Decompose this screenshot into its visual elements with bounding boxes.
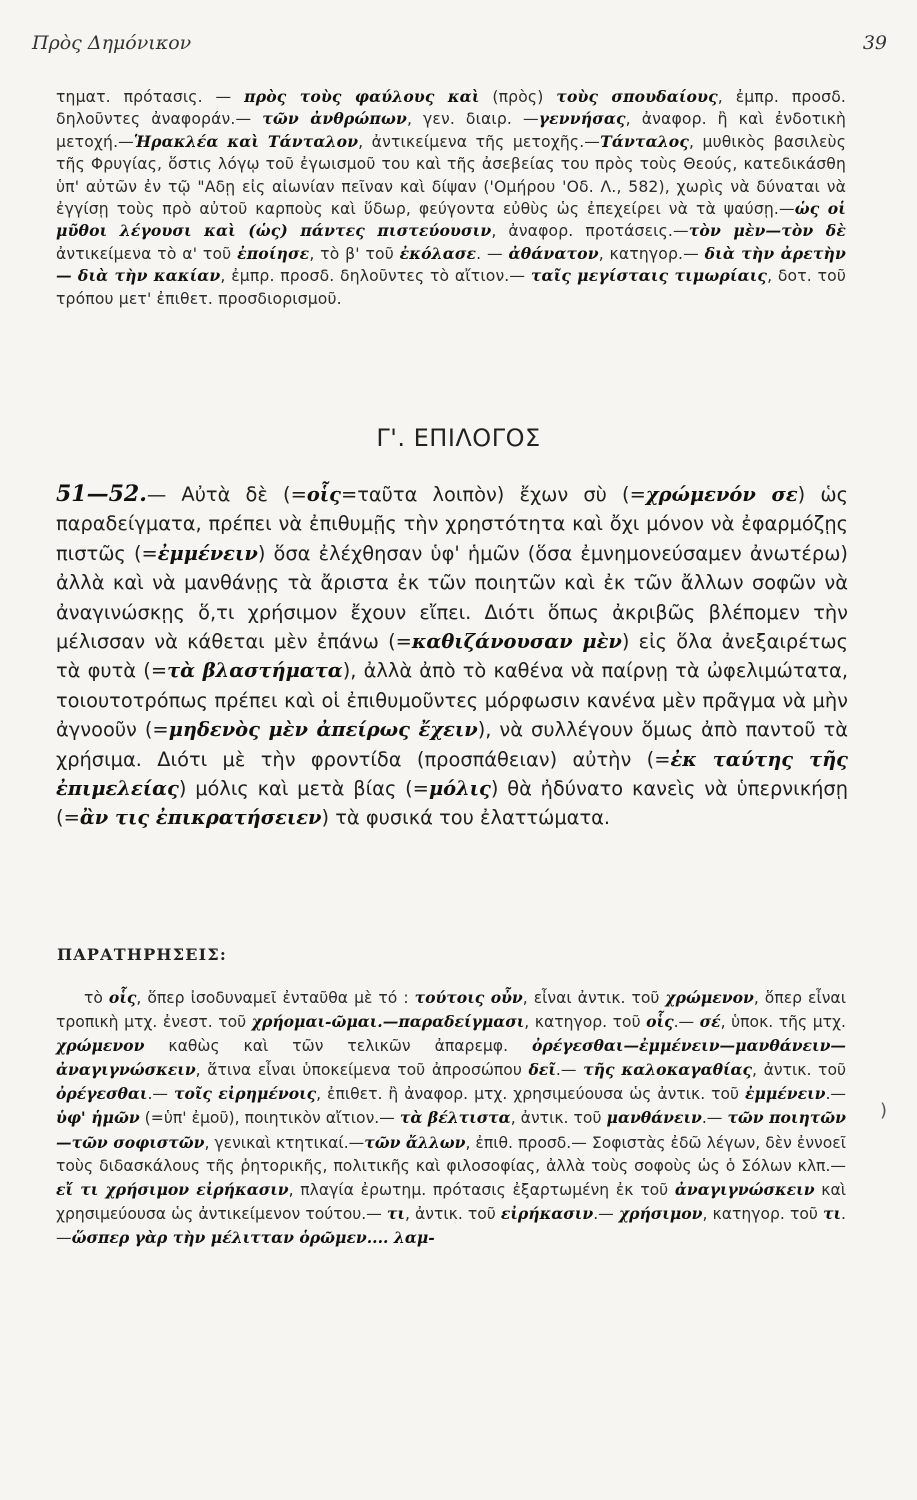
margin-mark: ) [880, 1100, 888, 1121]
text-run: , ἀντικείμενα τῆς μετοχῆς.— [358, 132, 601, 151]
text-run: , κατηγορ. τοῦ [524, 1013, 647, 1032]
text-run: .— [147, 1085, 174, 1104]
text-run: .— [673, 1013, 700, 1032]
text-run: (πρὸς) [479, 88, 557, 106]
text-run: , ἀναφορ. ἢ καὶ ἐνδοτικὴ μετοχή.— [56, 110, 846, 151]
keyword: μηδενὸς μὲν ἀπείρως ἔχειν [168, 718, 478, 742]
text-run: , ὑποκ. τῆς μτχ. [720, 1013, 846, 1032]
keyword: τοῖς εἰρημένοις [173, 1084, 317, 1104]
keyword: ἀθάνατον [508, 243, 599, 263]
text-run: , γεν. διαιρ. — [406, 110, 539, 129]
text-run: .— [555, 1061, 584, 1080]
keyword: γεννήσας [538, 109, 626, 129]
keyword: μόλις [428, 777, 491, 801]
remarks-heading: ΠΑΡΑΤΗΡΗΣΕΙΣ: [57, 945, 227, 964]
text-run: τὸ [84, 989, 109, 1007]
keyword: οἷς [306, 483, 341, 506]
text-run: ) ὡς παραδείγματα, πρέπει νὰ ἐπιθυμῇς τὴν χρηστότητα καὶ ὄχι μόνον νὰ ἐφαρμόζῃς πιστῶς (= [56, 483, 848, 565]
keyword: μανθάνειν [606, 1108, 702, 1128]
text-run: — Αὐτὰ δὲ (= [146, 483, 307, 506]
text-run: , πλαγία ἐρωτημ. πρότασις ἐξαρτωμένη ἐκ τοῦ [288, 1180, 675, 1199]
keyword: ταῖς μεγίσταις τιμωρίαις [530, 266, 768, 286]
keyword: τῶν ἀνθρώπων [262, 109, 407, 129]
keyword: ἐμμένειν [744, 1084, 826, 1104]
text-run: ), ἀλλὰ ἀπὸ τὸ καθένα νὰ παίρνῃ τὰ ὠφελιμώτατα, τοιουτοτρόπως πρέπει καὶ οἱ ἐπιθυμοῦντες μόρφωσιν κανένα μὲν πρᾶγμα νὰ μὴν ἀγνοοῦν (= [56, 659, 848, 742]
keyword: τῆς καλοκαγαθίας [583, 1060, 753, 1080]
keyword: χρώμενόν σε [645, 483, 798, 506]
keyword: οἷς [108, 988, 137, 1007]
text-run: , ὅπερ ἰσοδυναμεῖ ἐνταῦθα μὲ τό : [136, 989, 415, 1007]
text-run: , κατηγορ.— [598, 244, 705, 263]
remarks-text [56, 986, 846, 1250]
keyword: ἐμμένειν [157, 541, 258, 565]
text-run: .— [701, 1109, 728, 1128]
text-run: , δοτ. τοῦ τρόπου μετ' ἐπιθετ. προσδιορισμοῦ. [56, 267, 846, 308]
notes-text [56, 86, 846, 310]
text-run: =ταῦτα λοιπὸν) ἔχων σὺ (= [340, 483, 646, 506]
text-run: , τὸ β' τοῦ [309, 244, 400, 263]
keyword: ἂν τις ἐπικρατήσειεν [79, 806, 322, 830]
text-run: .— [825, 1085, 846, 1104]
keyword: οἷς [646, 1012, 674, 1032]
text-run: , ἀντικ. τοῦ [510, 1109, 607, 1128]
page-number: 39 [862, 32, 887, 54]
text-run: , μυθικὸς βασιλεὺς τῆς Φρυγίας, ὅστις λόγῳ τοῦ ἐγωισμοῦ του καὶ τῆς ἀσεβείας του πρὸς τοὺς Θεούς, κατεδικάσθη ὑπ' αὐτῶν ἐν τῷ "Αδῃ εἰς αἰωνίαν πεῖναν καὶ δίψαν ('Ομήρου 'Οδ. Λ., 582), χωρὶς νὰ δύναται νὰ ἐγγίσῃ τοὺς πρὸ αὐτοῦ καρποὺς καὶ ὕδωρ, φεύγοντα εὐθὺς ὡς ἐπεχείρει νὰ τὰ ψαύσῃ.— [56, 132, 846, 219]
text-run: .— [593, 1204, 619, 1223]
keyword: πρὸς τοὺς φαύλους καὶ [244, 87, 480, 106]
section-number: 51—52. [56, 481, 147, 507]
text-run: (=ὑπ' ἐμοῦ), ποιητικὸν αἴτιον.— [139, 1109, 400, 1128]
text-run: , ἀντικ. τοῦ [752, 1061, 847, 1080]
keyword: τὰ βέλτιστα [399, 1108, 511, 1128]
keyword: χρώμενον [56, 1036, 145, 1056]
text-run: ) θὰ ἠδύνατο κανεὶς νὰ ὑπερνικήσῃ (= [56, 777, 848, 830]
keyword: διὰ τὴν ἀρετὴν— διὰ τὴν κακίαν [56, 243, 846, 286]
keyword: τῶν ποιητῶν—τῶν σοφιστῶν [56, 1108, 846, 1152]
running-head [32, 32, 887, 60]
keyword: χρήομαι-ῶμαι.—παραδείγμασι [251, 1012, 525, 1032]
keyword: δεῖ [528, 1060, 556, 1080]
keyword: τι [823, 1203, 842, 1223]
text-run: , ἅτινα εἶναι ὑποκείμενα τοῦ ἀπροσώπου [195, 1061, 529, 1080]
text-run: ) ὅσα ἐλέχθησαν ὑφ' ἡμῶν (ὅσα ἐμνημονεύσαμεν ἀνωτέρω) ἀλλὰ καὶ νὰ μανθάνῃς τὰ ἄριστα ἐκ τῶν ποιητῶν καὶ ἐκ τῶν ἄλλων σοφῶν νὰ ἀναγινώσκῃς ὅ,τι χρήσιμον ἔχουν εἴπει. Διότι ὅπως ἀκριβῶς βλέπομεν τὴν μέλισσαν νὰ κάθεται μὲν ἐπάνω (= [56, 541, 848, 654]
keyword: τοὺς σπουδαίους [556, 87, 718, 106]
keyword: τούτοις οὖν [414, 988, 523, 1007]
keyword: ὥσπερ γὰρ τὴν μέλιτταν ὁρῶμεν.... λαμ- [71, 1227, 435, 1247]
text-run: , ὅπερ εἶναι τροπικὴ μτχ. ἐνεστ. τοῦ [56, 989, 846, 1032]
text-run: , γενικαὶ κτητικαί.— [204, 1133, 365, 1152]
keyword: εἰρήκασιν [500, 1203, 594, 1223]
text-run: καὶ χρησιμεύουσα ὡς ἀντικείμενον τούτου.— [56, 1180, 846, 1223]
keyword: ἀναγιγνώσκειν [674, 1179, 815, 1199]
keyword: ὡς οἱ μῦθοι λέγουσι καὶ (ὡς) πάντες πιστεύουσιν [56, 199, 846, 241]
text-run: , ἀντικ. τοῦ [404, 1204, 501, 1223]
keyword: τὸν μὲν—τὸν δὲ [688, 221, 846, 241]
text-run: , κατηγορ. τοῦ [702, 1204, 823, 1223]
keyword: ὀρέγεσθαι—ἐμμένειν—μανθάνειν—ἀναγιγνώσκειν [56, 1036, 846, 1080]
keyword: Τάνταλος [600, 131, 690, 151]
text-run: . — [476, 244, 509, 263]
keyword: ἐκ ταύτης τῆς ἐπιμελείας [56, 747, 848, 801]
remarks-paragraph [56, 986, 846, 1250]
keyword: σέ [699, 1012, 721, 1032]
keyword: ὑφ' ἡμῶν [56, 1108, 140, 1128]
keyword: χρώμενον [665, 988, 754, 1007]
keyword: ἐκόλασε [399, 243, 477, 263]
running-title: Πρὸς Δημόνικον [32, 32, 192, 54]
text-run: ) μόλις καὶ μετὰ βίας (= [178, 777, 429, 801]
text-run: , ἐπιθετ. ἢ ἀναφορ. μτχ. χρησιμεύουσα ὡς ἀντικ. τοῦ [316, 1085, 745, 1104]
text-run: τηματ. πρότασις. — [56, 88, 245, 106]
text-run: , ἐμπρ. προσδ. δηλοῦντες τὸ αἴτιον.— [220, 267, 531, 286]
text-run: ) τὰ φυσικά του ἐλαττώματα. [321, 806, 611, 830]
text-run: , ἐπιθ. προσδ.— Σοφιστὰς ἐδῶ λέγων, δὲν ἐννοεῖ τοὺς διδασκάλους τῆς ῥητορικῆς, πολιτικῆς καὶ φιλοσοφίας, ἀλλὰ τοὺς σοφοὺς ὡς ὁ Σόλων κλπ.— [56, 1133, 846, 1175]
text-run: ἀντικείμενα τὸ α' τοῦ [56, 244, 238, 263]
text-run: , εἶναι ἀντικ. τοῦ [522, 989, 666, 1007]
keyword: Ἡρακλέα καὶ Τάνταλον [133, 131, 359, 151]
keyword: εἴ τι χρήσιμον εἰρήκασιν [56, 1179, 289, 1199]
text-run: ) εἰς ὅλα ἀνεξαιρέτως τὰ φυτὰ (= [56, 630, 848, 683]
keyword: τὰ βλαστήματα [167, 659, 343, 683]
keyword: καθιζάνουσαν μὲν [411, 630, 622, 654]
text-run: καθὼς καὶ τῶν τελικῶν ἀπαρεμφ. [144, 1037, 532, 1056]
keyword: ὀρέγεσθαι [56, 1084, 148, 1104]
keyword: ἐποίησε [237, 243, 310, 263]
text-run: ), νὰ συλλέγουν ὅμως ἀπὸ παντοῦ τὰ χρήσιμα. Διότι μὲ τὴν φροντίδα (προσπάθειαν) αὐτὴν (= [56, 718, 849, 771]
text-run: , ἐμπρ. προσδ. δηλοῦντες ἀναφοράν.— [56, 88, 847, 129]
text-run: .— [56, 1204, 847, 1247]
keyword: τῶν ἄλλων [364, 1132, 466, 1152]
section-title: Γ'. ΕΠΙΛΟΓΟΣ [376, 424, 541, 452]
keyword: τι [386, 1203, 405, 1223]
main-paragraph [56, 480, 848, 833]
keyword: χρήσιμον [618, 1203, 703, 1223]
notes-paragraph [56, 86, 846, 310]
text-run: , ἀναφορ. προτάσεις.— [491, 222, 689, 241]
main-text [56, 480, 848, 833]
